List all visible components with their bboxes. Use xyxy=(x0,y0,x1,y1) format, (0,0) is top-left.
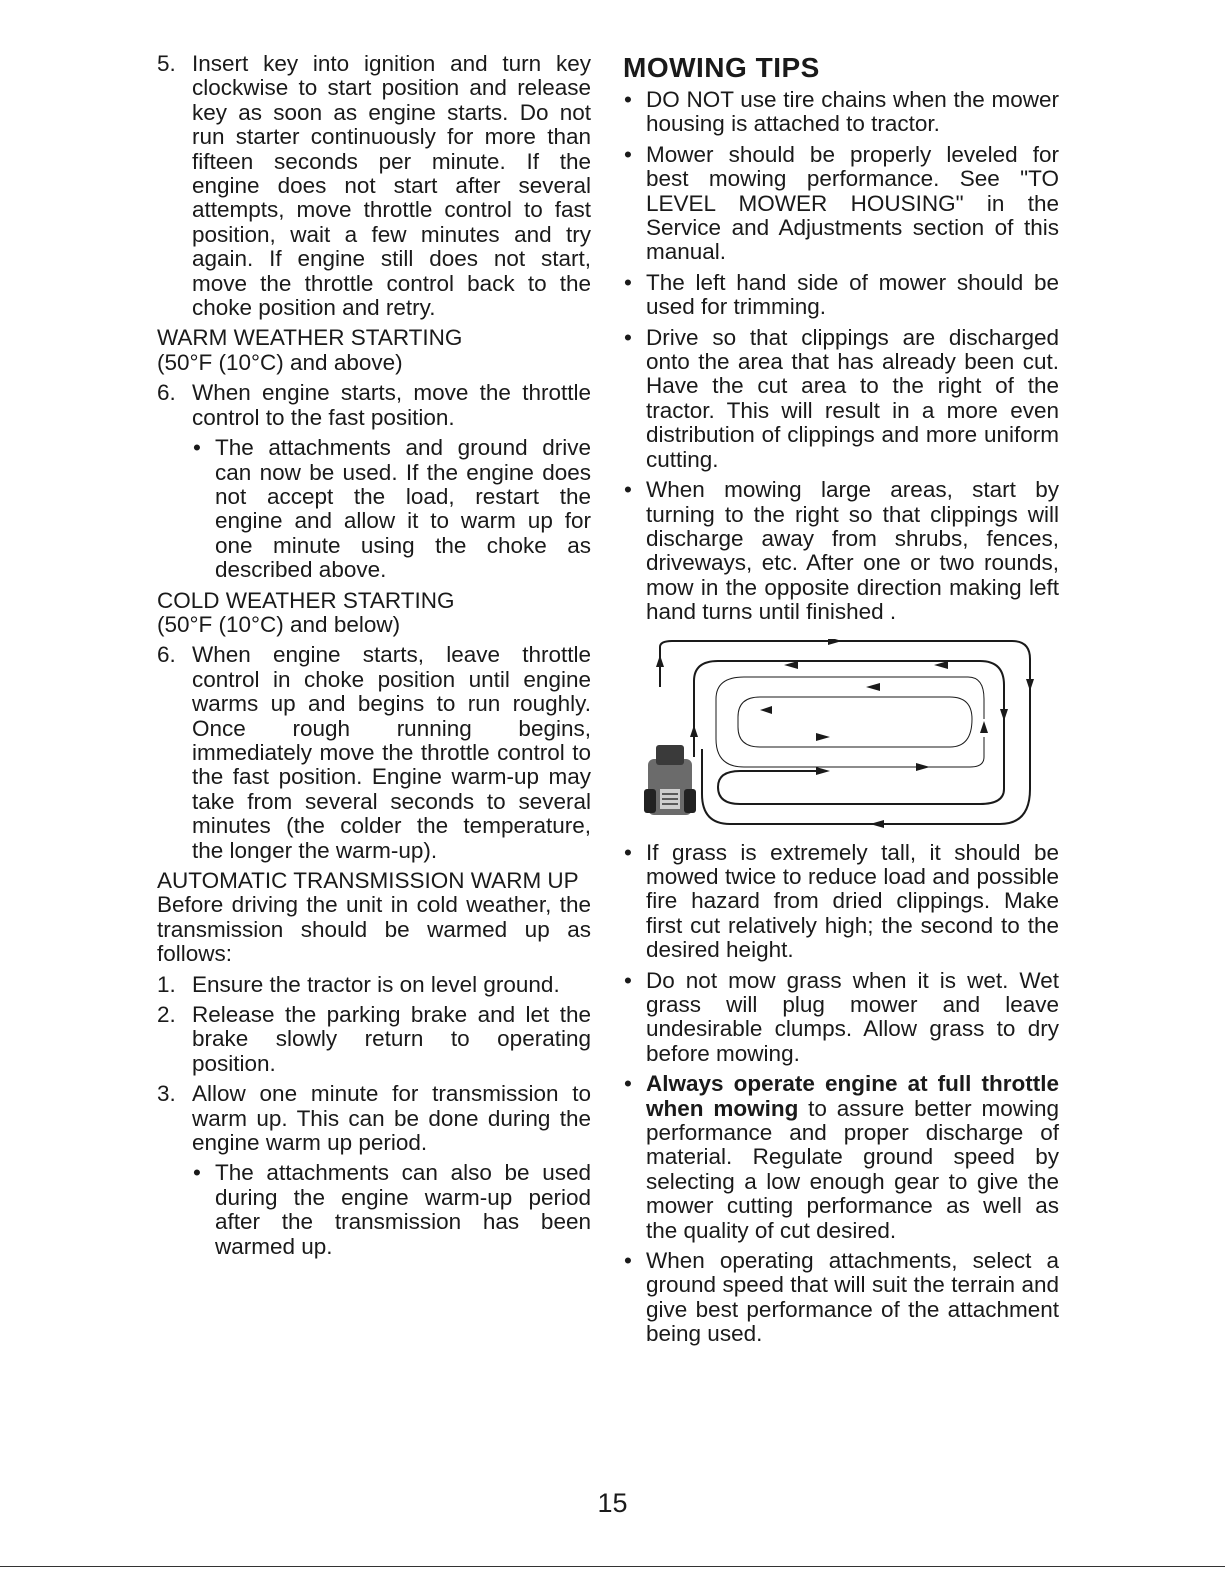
arrow-down-icon xyxy=(1000,709,1008,721)
tip-item xyxy=(623,143,1059,265)
step-number: 1. xyxy=(157,971,176,997)
step-5 xyxy=(157,52,591,320)
step-number: 2. xyxy=(157,1002,176,1028)
tip-text: Do not mow grass when it is wet. Wet grass will plug mower and leave undesirable clumps. Allow grass to dry before mowing. xyxy=(646,967,1059,1066)
inner-path xyxy=(738,697,972,747)
bullet-dot: • xyxy=(624,141,632,167)
bullet-dot: • xyxy=(193,435,201,461)
third-path xyxy=(716,677,984,767)
step-text: Insert key into ignition and turn key clockwise to start position and release key as soon as engine starts. Do not run starter continuously for more than fifteen seconds per minute. If the engine does not start after several attempts, move throttle control to fast position, wait a few minutes and try again. If engine still does not start, move the throttle control back to the choke position and retry. xyxy=(192,51,591,321)
arrow-up-icon xyxy=(656,655,664,667)
bullet-dot: • xyxy=(624,87,632,112)
arrow-left-icon xyxy=(784,661,798,669)
trans-step-3 xyxy=(157,1082,591,1155)
second-path xyxy=(694,661,1004,804)
arrow-right-icon xyxy=(816,733,830,741)
arrow-left-icon xyxy=(870,820,884,828)
arrow-left-icon xyxy=(866,683,880,691)
bullet-dot: • xyxy=(624,269,632,295)
tip-item xyxy=(623,1249,1059,1347)
tip-item xyxy=(623,841,1059,963)
cold-weather-heading: COLD WEATHER STARTING xyxy=(157,587,455,613)
bullet-text: The attachments can also be used during the engine warm-up period after the transmission has been warmed up. xyxy=(215,1160,591,1259)
bullet-dot: • xyxy=(624,324,632,350)
bullet-dot: • xyxy=(624,967,632,993)
tip-item xyxy=(623,326,1059,472)
tip-text: When mowing large areas, start by turning to the right so that clippings will discharge away from shrubs, fences, driveways, etc. After one or two rounds, mow in the opposite direction making left hand turns until finished . xyxy=(646,477,1059,625)
warm-bullet xyxy=(192,436,591,582)
transmission-heading: AUTOMATIC TRANSMISSION WARM UP xyxy=(157,868,579,893)
step-text: When engine starts, leave throttle control in choke position until engine warms up and begins to run roughly. Once rough running begins, immediately move the throttle control to the fast position. Engine warm-up may take from several seconds to several minutes (the colder the temperature, the longer the warm-up). xyxy=(192,642,591,863)
transmission-intro: Before driving the unit in cold weather, the transmission should be warmed up as follows: xyxy=(157,892,591,967)
step-text: Ensure the tractor is on level ground. xyxy=(192,971,560,997)
step-text: Allow one minute for transmission to warm up. This can be done during the engine warm up period. xyxy=(192,1081,591,1156)
bullet-dot: • xyxy=(624,477,632,503)
tip-item xyxy=(623,88,1059,137)
cold-weather-subheading: (50°F (10°C) and below) xyxy=(157,611,401,637)
arrow-right-icon xyxy=(916,763,930,771)
tip-rest: to assure better mowing performance and proper discharge of material. Regulate ground speed by selecting a low enough gear to give the mower cutting performance as well as the quality of cut desired. xyxy=(646,1095,1059,1243)
bullet-dot: • xyxy=(193,1160,201,1186)
warm-weather-heading: WARM WEATHER STARTING xyxy=(157,325,463,351)
warm-weather-subheading: (50°F (10°C) and above) xyxy=(157,349,403,375)
tip-text: When operating attachments, select a ground speed that will suit the terrain and give best performance of the attachment being used. xyxy=(646,1248,1059,1347)
tip-text: The left hand side of mower should be used for trimming. xyxy=(646,269,1059,320)
tip-item xyxy=(623,478,1059,624)
arrow-up-icon xyxy=(690,725,698,737)
arrow-up-icon xyxy=(980,721,988,733)
footer-rule xyxy=(0,1566,1225,1567)
trans-step-2 xyxy=(157,1003,591,1076)
step-text: When engine starts, move the throttle control to the fast position. xyxy=(192,380,591,430)
mowing-pattern-diagram xyxy=(623,639,1059,829)
right-column xyxy=(623,52,1059,1353)
tip-item xyxy=(623,969,1059,1067)
step-number: 6. xyxy=(157,642,176,668)
page-number: 15 xyxy=(597,1488,628,1518)
arrow-left-icon xyxy=(934,661,948,669)
tip-item xyxy=(623,1072,1059,1243)
tip-text: If grass is extremely tall, it should be mowed twice to reduce load and possible fire hazard from dried clippings. Make first cut relatively high; the second to the desired height. xyxy=(646,839,1059,963)
step-number: 5. xyxy=(157,51,176,76)
bullet-dot: • xyxy=(624,1071,632,1097)
warm-step-6 xyxy=(157,381,591,430)
arrow-left-icon xyxy=(760,706,772,714)
step-text: Release the parking brake and let the brake slowly return to operating position. xyxy=(192,1002,591,1076)
cold-step-6 xyxy=(157,643,591,863)
bullet-text: The attachments and ground drive can now be used. If the engine does not accept the load, restart the engine and allow it to warm up for one minute using the choke as described above. xyxy=(215,435,591,583)
mowing-tips-title: MOWING TIPS xyxy=(623,52,820,83)
mowing-pattern-svg xyxy=(620,639,1040,829)
trans-step-1 xyxy=(157,973,591,997)
bold-phrase: Always operate engine at full throttle when mowing xyxy=(646,1071,1059,1121)
tractor-icon xyxy=(644,745,696,815)
tip-text: Mower should be properly leveled for best mowing performance. See "TO LEVEL MOWER HOUSING" in the Service and Adjustments section of this manual. xyxy=(646,141,1059,265)
bullet-dot: • xyxy=(624,839,632,865)
arrow-right-icon xyxy=(816,767,830,775)
step-number: 6. xyxy=(157,380,176,406)
trans-bullet xyxy=(192,1161,591,1259)
tip-item xyxy=(623,271,1059,320)
step-number: 3. xyxy=(157,1081,176,1107)
tip-text: DO NOT use tire chains when the mower housing is attached to tractor. xyxy=(646,87,1059,137)
arrow-down-icon xyxy=(1026,679,1034,691)
tip-text: Drive so that clippings are discharged onto the area that has already been cut. Have the cut area to the right of the tractor. This will result in a more even distribution of clippings and more uniform cutting. xyxy=(646,324,1059,472)
tip-text-bold xyxy=(646,1072,1059,1243)
left-column xyxy=(157,52,591,1265)
bullet-dot: • xyxy=(624,1248,632,1274)
